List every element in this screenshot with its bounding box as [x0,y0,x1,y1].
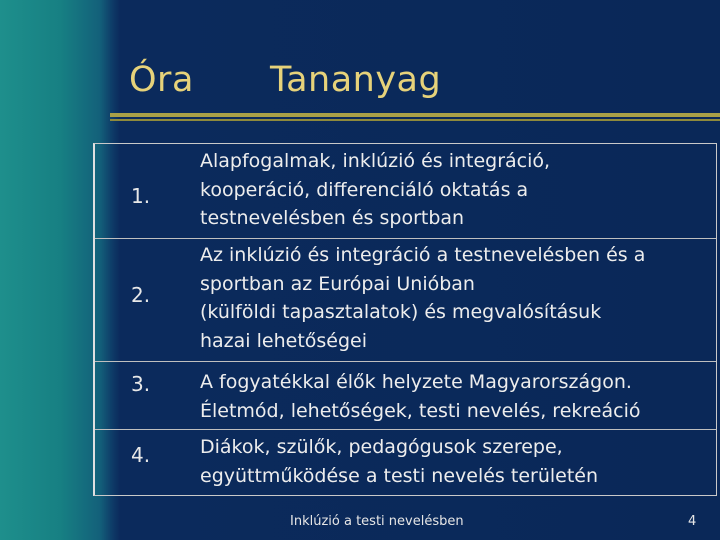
curriculum-table [93,143,717,496]
table-row [95,144,716,238]
row-topic: Diákok, szülők, pedagógusok szerepe, együttműködése a testi nevelés területén [200,436,599,487]
column-header-hour: Óra [129,60,194,100]
footer-text: Inklúzió a testi nevelésben [290,514,464,529]
table-row [95,238,716,362]
column-header-topic: Tananyag [270,60,442,100]
row-number: 2. [131,283,151,307]
table-row [95,361,716,430]
row-topic: Az inklúzió és integráció a testnevelésben és a sportban az Európai Unióban (külföldi tapasztalatok) és megvalósításuk hazai lehetőségei [200,244,646,352]
row-number: 3. [131,372,151,396]
header-rule-bottom [110,119,720,121]
row-topic: Alapfogalmak, inklúzió és integráció, kooperáció, differenciáló oktatás a testnevelésben és sportban [200,150,551,229]
row-topic: A fogyatékkal élők helyzete Magyarországon. Életmód, lehetőségek, testi nevelés, rekreáció [200,371,641,422]
header-rule-top [110,113,720,117]
table-row [95,429,716,496]
row-number: 1. [131,184,151,208]
page-number: 4 [688,514,697,529]
row-number: 4. [131,443,151,467]
